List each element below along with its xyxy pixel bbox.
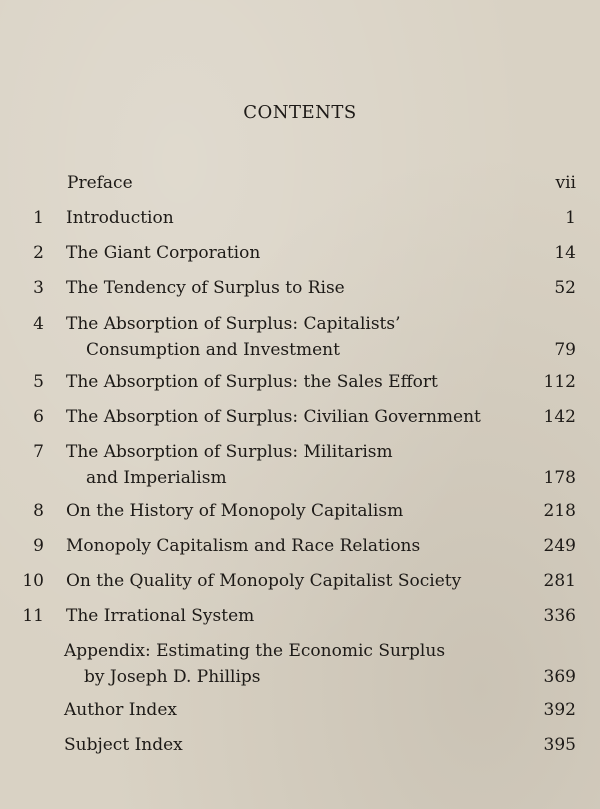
entry-title: Introduction xyxy=(66,208,174,228)
entry-title-line2: by Joseph D. Phillips xyxy=(84,667,261,687)
entry-page: 1 xyxy=(565,208,576,228)
entry-title-line2: Consumption and Investment xyxy=(86,340,340,360)
page-title: CONTENTS xyxy=(243,102,357,123)
entry-page: 218 xyxy=(543,501,576,521)
entry-number: 11 xyxy=(22,606,44,626)
entry-page: 52 xyxy=(554,278,576,298)
entry-page: vii xyxy=(555,173,576,193)
entry-page: 178 xyxy=(543,468,576,488)
entry-title xyxy=(66,311,401,363)
entry-number: 8 xyxy=(33,501,44,521)
entry-title: Subject Index xyxy=(64,735,183,755)
entry-page: 79 xyxy=(554,340,576,360)
entry-page: 112 xyxy=(543,372,576,392)
entry-title: Preface xyxy=(67,173,133,193)
entry-number: 6 xyxy=(33,407,44,427)
entry-page: 142 xyxy=(543,407,576,427)
entry-title xyxy=(64,638,445,690)
entry-title: The Giant Corporation xyxy=(66,243,261,263)
entry-number: 7 xyxy=(33,442,44,462)
entry-title: On the History of Monopoly Capitalism xyxy=(66,501,404,521)
entry-title: On the Quality of Monopoly Capitalist Society xyxy=(66,571,462,591)
entry-page: 14 xyxy=(554,243,576,263)
entry-number: 1 xyxy=(33,208,44,228)
entry-number: 9 xyxy=(33,536,44,556)
entry-page: 395 xyxy=(543,735,576,755)
entry-number: 10 xyxy=(22,571,44,591)
entry-number: 5 xyxy=(33,372,44,392)
entry-title: The Tendency of Surplus to Rise xyxy=(66,278,345,298)
entry-title-line1: The Absorption of Surplus: Militarism xyxy=(66,442,393,462)
entry-title-line2: and Imperialism xyxy=(86,468,227,488)
entry-page: 249 xyxy=(543,536,576,556)
entry-title: The Absorption of Surplus: Civilian Government xyxy=(66,407,481,427)
entry-page: 369 xyxy=(543,667,576,687)
entry-title xyxy=(66,439,393,491)
entry-page: 281 xyxy=(543,571,576,591)
entry-page: 392 xyxy=(543,700,576,720)
entry-number: 4 xyxy=(33,314,44,334)
entry-number: 3 xyxy=(33,278,44,298)
entry-title: The Absorption of Surplus: the Sales Effort xyxy=(66,372,438,392)
entry-title: The Irrational System xyxy=(66,606,255,626)
entry-title-line1: Appendix: Estimating the Economic Surplus xyxy=(64,641,446,661)
entry-title: Author Index xyxy=(64,700,177,720)
entry-page: 336 xyxy=(543,606,576,626)
entry-title: Monopoly Capitalism and Race Relations xyxy=(66,536,421,556)
entry-number: 2 xyxy=(33,243,44,263)
entry-title-line1: The Absorption of Surplus: Capitalists’ xyxy=(66,314,401,334)
